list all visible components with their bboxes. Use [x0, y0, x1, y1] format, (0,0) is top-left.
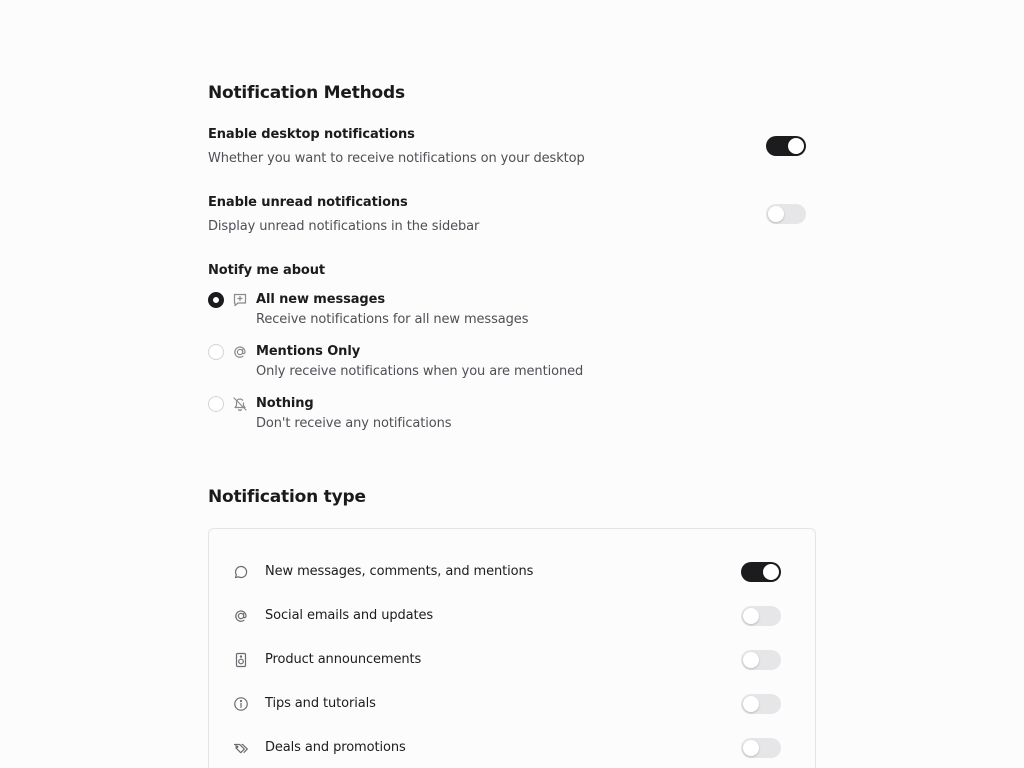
radio-all-new-messages-text	[256, 292, 528, 327]
unread-notifications-setting	[208, 195, 806, 234]
radio-option-all-new-messages[interactable]	[208, 292, 808, 336]
toggle-knob	[763, 564, 779, 580]
radio-all-new-messages[interactable]	[208, 292, 224, 308]
new-messages-toggle[interactable]	[741, 562, 781, 582]
radio-title: All new messages	[256, 292, 385, 307]
tips-tutorials-toggle[interactable]	[741, 694, 781, 714]
message-plus-icon	[232, 292, 248, 308]
toggle-knob	[743, 608, 759, 624]
toggle-knob	[743, 652, 759, 668]
radio-mentions-only[interactable]	[208, 344, 224, 360]
notification-methods-title: Notification Methods	[208, 83, 405, 103]
type-label: Social emails and updates	[265, 608, 434, 623]
desktop-notifications-setting	[208, 127, 806, 166]
type-row-tips-tutorials	[209, 682, 815, 726]
info-icon	[233, 696, 249, 712]
social-emails-toggle[interactable]	[741, 606, 781, 626]
radio-option-nothing[interactable]	[208, 396, 808, 440]
toggle-knob	[768, 206, 784, 222]
radio-desc: Only receive notifications when you are mentioned	[256, 364, 584, 379]
unread-notifications-label: Enable unread notifications	[208, 195, 408, 210]
type-row-deals-promotions	[209, 726, 815, 768]
radio-option-mentions-only[interactable]	[208, 344, 808, 388]
radio-title: Mentions Only	[256, 344, 361, 359]
notify-me-about-label: Notify me about	[208, 263, 326, 278]
notification-type-card	[208, 528, 816, 768]
desktop-notifications-desc: Whether you want to receive notifications on your desktop	[208, 151, 585, 166]
tags-icon	[233, 740, 249, 756]
type-label: New messages, comments, and mentions	[265, 564, 534, 579]
radio-desc: Receive notifications for all new messages	[256, 312, 529, 327]
bell-off-icon	[232, 396, 248, 412]
toggle-knob	[743, 696, 759, 712]
message-circle-icon	[233, 564, 249, 580]
unread-notifications-toggle[interactable]	[766, 204, 806, 224]
toggle-knob	[743, 740, 759, 756]
desktop-notifications-toggle[interactable]	[766, 136, 806, 156]
type-row-product-announcements	[209, 638, 815, 682]
radio-mentions-only-text	[256, 344, 583, 379]
deals-promotions-toggle[interactable]	[741, 738, 781, 758]
type-label: Tips and tutorials	[265, 696, 376, 711]
radio-desc: Don't receive any notifications	[256, 416, 452, 431]
type-label: Product announcements	[265, 652, 422, 667]
unread-notifications-desc: Display unread notifications in the sidebar	[208, 219, 480, 234]
type-row-social-emails	[209, 594, 815, 638]
desktop-notifications-label: Enable desktop notifications	[208, 127, 415, 142]
at-sign-icon	[232, 344, 248, 360]
radio-title: Nothing	[256, 396, 314, 411]
product-announcements-toggle[interactable]	[741, 650, 781, 670]
radio-nothing[interactable]	[208, 396, 224, 412]
notification-type-title: Notification type	[208, 487, 366, 507]
speaker-icon	[233, 652, 249, 668]
radio-nothing-text	[256, 396, 451, 431]
type-row-new-messages	[209, 550, 815, 594]
at-sign-icon	[233, 608, 249, 624]
type-label: Deals and promotions	[265, 740, 406, 755]
toggle-knob	[788, 138, 804, 154]
